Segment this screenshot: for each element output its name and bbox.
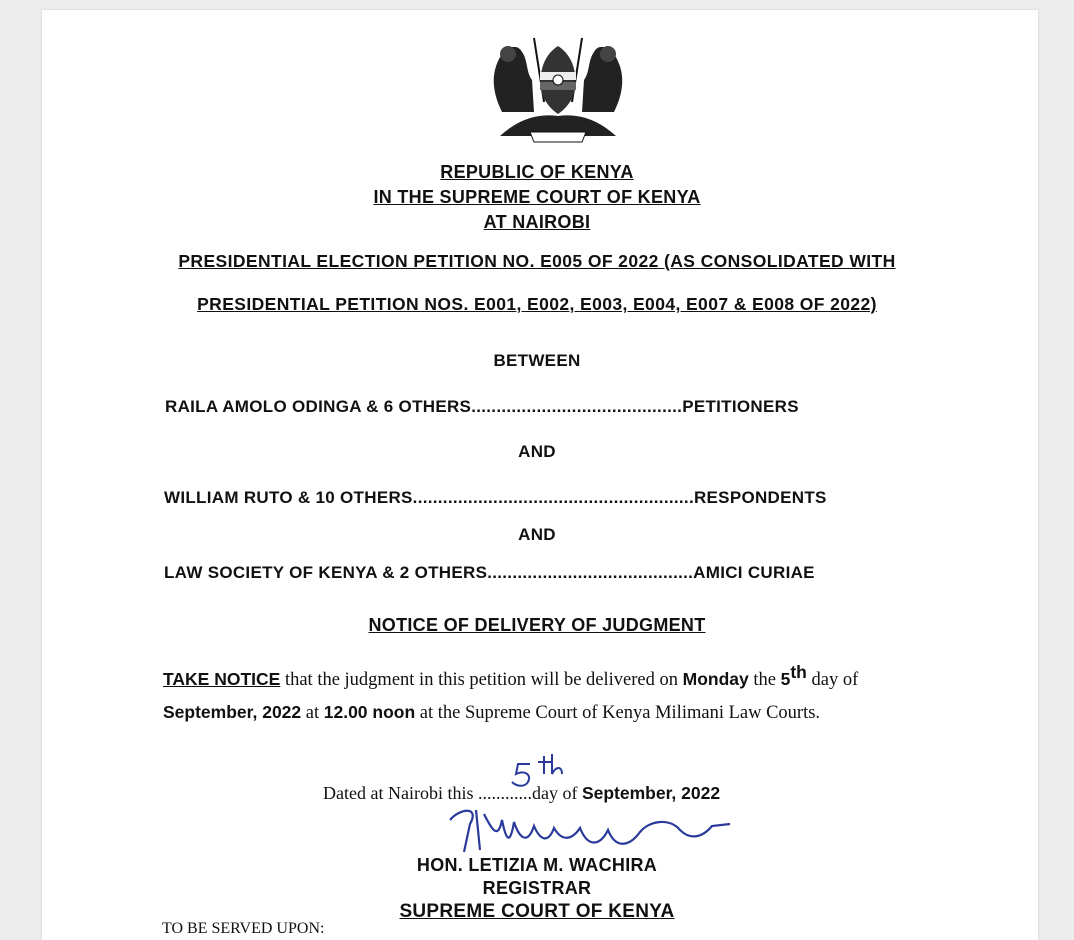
- and-label-2: AND: [518, 525, 556, 544]
- petition-line-2: PRESIDENTIAL PETITION NOS. E001, E002, E003, E004, E007 & E008 OF 2022): [197, 294, 877, 314]
- notice-month-year: September, 2022: [163, 702, 302, 723]
- notice-day-num: 5: [780, 669, 791, 690]
- notice-text-2: the: [748, 670, 781, 691]
- notice-paragraph: [163, 656, 953, 729]
- notice-day-suffix: th: [790, 662, 807, 682]
- petitioners-dots: ..........................................: [471, 397, 683, 416]
- signatory-institution: SUPREME COURT OF KENYA: [399, 901, 675, 922]
- notice-text-5: at the Supreme Court of Kenya Milimani Law Courts.: [415, 703, 821, 724]
- respondents-dots: ........................................................: [412, 488, 694, 507]
- amici-role: AMICI CURIAE: [693, 563, 815, 582]
- notice-text-1: that the judgment in this petition will be delivered on: [280, 670, 683, 691]
- petition-line-1: PRESIDENTIAL ELECTION PETITION NO. E005 OF 2022 (AS CONSOLIDATED WITH: [178, 251, 896, 271]
- amici-dots: .........................................: [487, 563, 694, 582]
- signatory-title: REGISTRAR: [482, 878, 592, 898]
- notice-title: NOTICE OF DELIVERY OF JUDGMENT: [368, 615, 706, 635]
- header-court: IN THE SUPREME COURT OF KENYA: [373, 187, 701, 207]
- signatory-name: HON. LETIZIA M. WACHIRA: [416, 855, 658, 875]
- dated-dots: ............: [477, 783, 532, 803]
- notice-text-3: day of: [806, 670, 859, 691]
- header-location: AT NAIROBI: [483, 212, 591, 232]
- served-upon-label: TO BE SERVED UPON:: [162, 920, 325, 937]
- respondents-line: [164, 488, 827, 508]
- respondents-name: WILLIAM RUTO & 10 OTHERS: [164, 488, 413, 507]
- dated-mid: day of: [531, 783, 582, 803]
- header-republic: REPUBLIC OF KENYA: [440, 162, 634, 182]
- amici-name: LAW SOCIETY OF KENYA & 2 OTHERS: [164, 563, 488, 582]
- notice-text-4: at: [301, 703, 324, 724]
- notice-day-name: Monday: [682, 669, 749, 690]
- dated-month-year: September, 2022: [581, 783, 721, 803]
- petitioners-name: RAILA AMOLO ODINGA & 6 OTHERS: [165, 397, 472, 416]
- notice-time: 12.00 noon: [323, 702, 416, 723]
- kenya-coat-of-arms-icon: [482, 32, 634, 144]
- petitioners-line: [165, 397, 799, 417]
- and-label-1: AND: [518, 442, 556, 461]
- take-notice-label: TAKE NOTICE: [163, 669, 281, 690]
- respondents-role: RESPONDENTS: [693, 488, 827, 507]
- dated-prefix: Dated at Nairobi this: [323, 783, 478, 803]
- between-label: BETWEEN: [493, 351, 581, 370]
- amici-line: [164, 563, 815, 583]
- petitioners-role: PETITIONERS: [682, 397, 799, 416]
- registrar-signature: [440, 800, 740, 860]
